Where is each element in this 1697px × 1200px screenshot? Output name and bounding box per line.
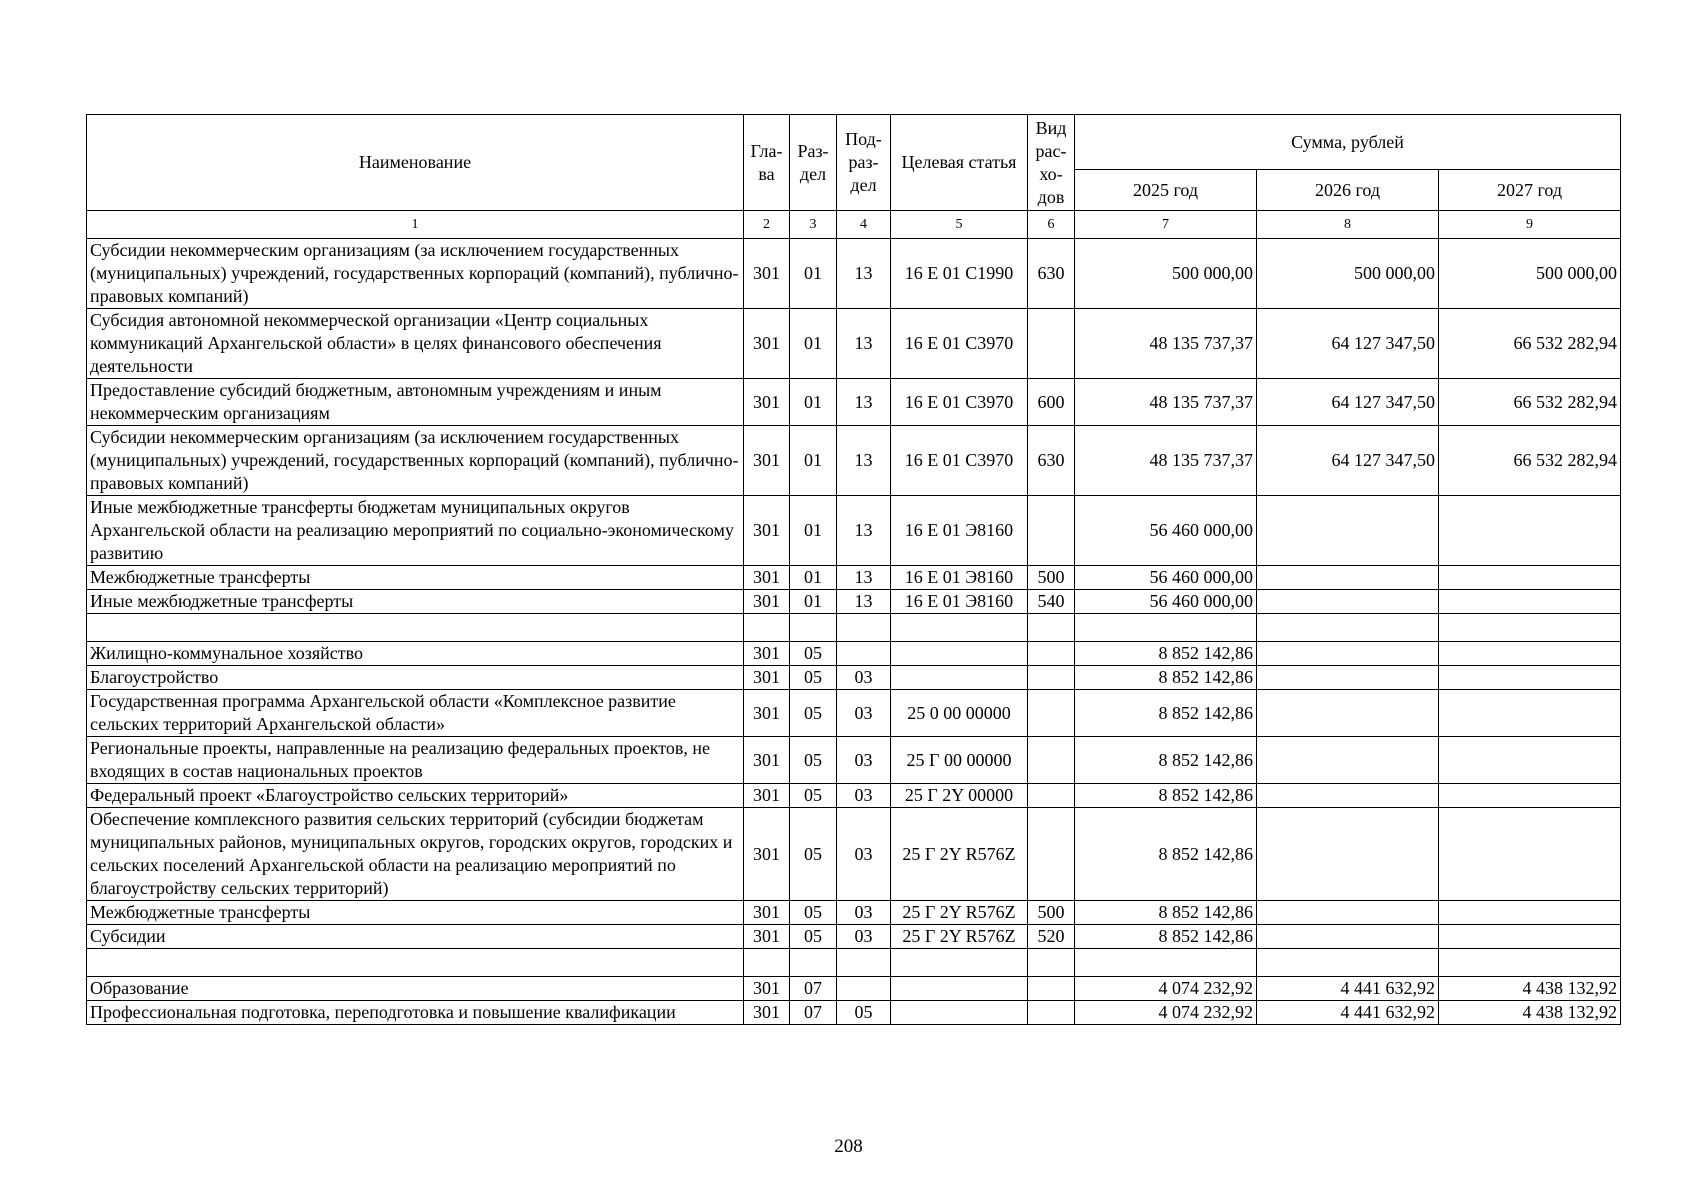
cell-sum-2025: 56 460 000,00 <box>1075 496 1257 566</box>
column-number: 7 <box>1075 211 1257 239</box>
cell-name: Образование <box>87 977 744 1001</box>
cell-name: Иные межбюджетные трансферты <box>87 590 744 614</box>
table-row <box>87 379 1621 426</box>
cell-razdel: 07 <box>790 977 837 1001</box>
cell-sum-2025: 8 852 142,86 <box>1075 808 1257 901</box>
cell-razdel: 01 <box>790 239 837 309</box>
cell-name: Межбюджетные трансферты <box>87 566 744 590</box>
cell-sum-2025: 8 852 142,86 <box>1075 737 1257 784</box>
cell-sum-2026 <box>1257 901 1439 925</box>
cell-sum-2027 <box>1439 590 1621 614</box>
cell-razdel <box>790 614 837 642</box>
cell-razdel: 01 <box>790 426 837 496</box>
cell-name <box>87 949 744 977</box>
cell-razdel: 05 <box>790 808 837 901</box>
cell-glava: 301 <box>744 901 790 925</box>
header-razdel: Раз-дел <box>790 115 837 211</box>
cell-podrazdel: 13 <box>837 566 891 590</box>
cell-celevaya-statya: 16 Е 01 С3970 <box>891 379 1028 426</box>
cell-sum-2027 <box>1439 737 1621 784</box>
table-header <box>87 115 1621 239</box>
cell-razdel: 01 <box>790 309 837 379</box>
cell-podrazdel: 03 <box>837 690 891 737</box>
cell-vid-rashodov <box>1028 1001 1075 1025</box>
cell-sum-2026 <box>1257 737 1439 784</box>
cell-celevaya-statya <box>891 1001 1028 1025</box>
cell-celevaya-statya <box>891 949 1028 977</box>
cell-name: Субсидии <box>87 925 744 949</box>
cell-podrazdel <box>837 614 891 642</box>
cell-sum-2026 <box>1257 614 1439 642</box>
cell-glava: 301 <box>744 1001 790 1025</box>
cell-razdel: 05 <box>790 690 837 737</box>
cell-name: Обеспечение комплексного развития сельских территорий (субсидии бюджетам муниципальных районов, муниципальных округов, городских округов, городских и сельских поселений Архангельской области на реализацию мероприятий по благоустройству сельских территорий) <box>87 808 744 901</box>
cell-podrazdel: 13 <box>837 239 891 309</box>
cell-vid-rashodov <box>1028 309 1075 379</box>
column-number: 5 <box>891 211 1028 239</box>
cell-sum-2025: 8 852 142,86 <box>1075 925 1257 949</box>
header-glava: Гла-ва <box>744 115 790 211</box>
cell-sum-2027: 4 438 132,92 <box>1439 977 1621 1001</box>
column-numbers-row <box>87 211 1621 239</box>
cell-name: Иные межбюджетные трансферты бюджетам муниципальных округов Архангельской области на реализацию мероприятий по социально-экономическому развитию <box>87 496 744 566</box>
cell-vid-rashodov <box>1028 666 1075 690</box>
cell-celevaya-statya: 16 Е 01 Э8160 <box>891 496 1028 566</box>
table-row <box>87 666 1621 690</box>
column-number: 1 <box>87 211 744 239</box>
cell-vid-rashodov: 500 <box>1028 901 1075 925</box>
cell-glava: 301 <box>744 977 790 1001</box>
cell-podrazdel: 13 <box>837 590 891 614</box>
cell-podrazdel: 03 <box>837 901 891 925</box>
header-year-2026: 2026 год <box>1257 170 1439 211</box>
cell-sum-2027 <box>1439 566 1621 590</box>
cell-podrazdel: 13 <box>837 309 891 379</box>
cell-sum-2027: 4 438 132,92 <box>1439 1001 1621 1025</box>
cell-sum-2027: 66 532 282,94 <box>1439 426 1621 496</box>
cell-celevaya-statya <box>891 977 1028 1001</box>
cell-celevaya-statya: 25 Г 2Y R576Z <box>891 808 1028 901</box>
cell-name: Профессиональная подготовка, переподготовка и повышение квалификации <box>87 1001 744 1025</box>
cell-sum-2026 <box>1257 666 1439 690</box>
column-number: 4 <box>837 211 891 239</box>
cell-celevaya-statya: 16 Е 01 С1990 <box>891 239 1028 309</box>
cell-glava: 301 <box>744 642 790 666</box>
cell-celevaya-statya <box>891 642 1028 666</box>
cell-sum-2026: 64 127 347,50 <box>1257 426 1439 496</box>
cell-sum-2025: 4 074 232,92 <box>1075 1001 1257 1025</box>
cell-sum-2027 <box>1439 949 1621 977</box>
table-row <box>87 1001 1621 1025</box>
cell-celevaya-statya: 16 Е 01 С3970 <box>891 426 1028 496</box>
column-number: 3 <box>790 211 837 239</box>
cell-name: Федеральный проект «Благоустройство сельских территорий» <box>87 784 744 808</box>
cell-sum-2026: 500 000,00 <box>1257 239 1439 309</box>
cell-name: Предоставление субсидий бюджетным, автономным учреждениям и иным некоммерческим организациям <box>87 379 744 426</box>
cell-sum-2027 <box>1439 925 1621 949</box>
cell-name: Благоустройство <box>87 666 744 690</box>
budget-table <box>86 114 1621 1025</box>
cell-razdel: 05 <box>790 666 837 690</box>
header-podrazdel: Под-раз-дел <box>837 115 891 211</box>
cell-podrazdel <box>837 642 891 666</box>
cell-podrazdel: 03 <box>837 808 891 901</box>
cell-name: Субсидии некоммерческим организациям (за исключением государственных (муниципальных) учреждений, государственных корпораций (компаний), публично-правовых компаний) <box>87 426 744 496</box>
cell-podrazdel: 05 <box>837 1001 891 1025</box>
cell-sum-2027 <box>1439 614 1621 642</box>
cell-razdel: 07 <box>790 1001 837 1025</box>
cell-glava: 301 <box>744 737 790 784</box>
cell-sum-2027: 66 532 282,94 <box>1439 379 1621 426</box>
page-number: 208 <box>834 1136 863 1157</box>
cell-vid-rashodov: 600 <box>1028 379 1075 426</box>
table-row <box>87 808 1621 901</box>
cell-sum-2025: 8 852 142,86 <box>1075 666 1257 690</box>
cell-glava <box>744 614 790 642</box>
table-row <box>87 614 1621 642</box>
cell-vid-rashodov <box>1028 949 1075 977</box>
cell-razdel: 01 <box>790 590 837 614</box>
cell-sum-2026: 64 127 347,50 <box>1257 379 1439 426</box>
cell-podrazdel <box>837 949 891 977</box>
header-summa: Сумма, рублей <box>1075 115 1621 170</box>
cell-glava: 301 <box>744 496 790 566</box>
column-number: 9 <box>1439 211 1621 239</box>
cell-vid-rashodov <box>1028 784 1075 808</box>
cell-name: Региональные проекты, направленные на реализацию федеральных проектов, не входящих в состав национальных проектов <box>87 737 744 784</box>
cell-sum-2026 <box>1257 496 1439 566</box>
cell-sum-2026: 4 441 632,92 <box>1257 1001 1439 1025</box>
cell-podrazdel: 03 <box>837 666 891 690</box>
table-row <box>87 426 1621 496</box>
cell-sum-2025: 8 852 142,86 <box>1075 784 1257 808</box>
cell-razdel: 01 <box>790 566 837 590</box>
header-vid-rashodov: Вид рас-хо-дов <box>1028 115 1075 211</box>
cell-podrazdel: 03 <box>837 737 891 784</box>
cell-podrazdel: 13 <box>837 379 891 426</box>
table-body <box>87 239 1621 1025</box>
cell-podrazdel: 03 <box>837 925 891 949</box>
cell-sum-2025: 48 135 737,37 <box>1075 309 1257 379</box>
cell-razdel: 05 <box>790 901 837 925</box>
table-row <box>87 977 1621 1001</box>
cell-glava: 301 <box>744 690 790 737</box>
cell-name: Субсидия автономной некоммерческой организации «Центр социальных коммуникаций Архангельской области» в целях финансового обеспечения деятельности <box>87 309 744 379</box>
cell-razdel: 05 <box>790 925 837 949</box>
cell-sum-2025: 48 135 737,37 <box>1075 426 1257 496</box>
cell-celevaya-statya: 16 Е 01 Э8160 <box>891 590 1028 614</box>
cell-sum-2027 <box>1439 901 1621 925</box>
cell-sum-2025 <box>1075 949 1257 977</box>
cell-razdel: 05 <box>790 737 837 784</box>
cell-vid-rashodov: 630 <box>1028 426 1075 496</box>
cell-sum-2026 <box>1257 949 1439 977</box>
table-row <box>87 737 1621 784</box>
cell-sum-2025 <box>1075 614 1257 642</box>
column-number: 6 <box>1028 211 1075 239</box>
cell-glava: 301 <box>744 784 790 808</box>
cell-sum-2025: 56 460 000,00 <box>1075 566 1257 590</box>
cell-sum-2027 <box>1439 784 1621 808</box>
cell-glava: 301 <box>744 566 790 590</box>
cell-vid-rashodov <box>1028 808 1075 901</box>
cell-sum-2026 <box>1257 590 1439 614</box>
cell-sum-2027: 500 000,00 <box>1439 239 1621 309</box>
table-row <box>87 690 1621 737</box>
table-row <box>87 901 1621 925</box>
table-row <box>87 590 1621 614</box>
cell-name: Межбюджетные трансферты <box>87 901 744 925</box>
header-year-2025: 2025 год <box>1075 170 1257 211</box>
table-row <box>87 496 1621 566</box>
cell-vid-rashodov <box>1028 614 1075 642</box>
cell-celevaya-statya: 25 Г 2Y R576Z <box>891 901 1028 925</box>
cell-name: Государственная программа Архангельской области «Комплексное развитие сельских территорий Архангельской области» <box>87 690 744 737</box>
cell-vid-rashodov <box>1028 977 1075 1001</box>
cell-podrazdel: 03 <box>837 784 891 808</box>
cell-vid-rashodov: 630 <box>1028 239 1075 309</box>
cell-sum-2027: 66 532 282,94 <box>1439 309 1621 379</box>
header-name: Наименование <box>87 115 744 211</box>
table-row <box>87 949 1621 977</box>
table-row <box>87 239 1621 309</box>
cell-podrazdel: 13 <box>837 496 891 566</box>
cell-vid-rashodov <box>1028 737 1075 784</box>
header-celevaya-statya: Целевая статья <box>891 115 1028 211</box>
cell-sum-2027 <box>1439 496 1621 566</box>
cell-sum-2027 <box>1439 808 1621 901</box>
cell-vid-rashodov <box>1028 496 1075 566</box>
cell-sum-2025: 56 460 000,00 <box>1075 590 1257 614</box>
cell-sum-2026 <box>1257 784 1439 808</box>
cell-glava: 301 <box>744 426 790 496</box>
cell-glava: 301 <box>744 239 790 309</box>
cell-sum-2025: 48 135 737,37 <box>1075 379 1257 426</box>
cell-glava: 301 <box>744 666 790 690</box>
cell-sum-2026 <box>1257 690 1439 737</box>
cell-razdel <box>790 949 837 977</box>
cell-sum-2026: 4 441 632,92 <box>1257 977 1439 1001</box>
cell-glava: 301 <box>744 309 790 379</box>
cell-razdel: 01 <box>790 496 837 566</box>
cell-glava <box>744 949 790 977</box>
cell-sum-2027 <box>1439 642 1621 666</box>
table-row <box>87 925 1621 949</box>
cell-name: Жилищно-коммунальное хозяйство <box>87 642 744 666</box>
cell-celevaya-statya: 16 Е 01 С3970 <box>891 309 1028 379</box>
cell-celevaya-statya <box>891 614 1028 642</box>
cell-sum-2025: 4 074 232,92 <box>1075 977 1257 1001</box>
column-number: 8 <box>1257 211 1439 239</box>
table-row <box>87 784 1621 808</box>
cell-sum-2025: 8 852 142,86 <box>1075 690 1257 737</box>
cell-sum-2027 <box>1439 666 1621 690</box>
cell-podrazdel: 13 <box>837 426 891 496</box>
cell-sum-2027 <box>1439 690 1621 737</box>
table-row <box>87 566 1621 590</box>
cell-celevaya-statya <box>891 666 1028 690</box>
cell-sum-2026 <box>1257 566 1439 590</box>
cell-name: Субсидии некоммерческим организациям (за исключением государственных (муниципальных) учреждений, государственных корпораций (компаний), публично-правовых компаний) <box>87 239 744 309</box>
cell-glava: 301 <box>744 925 790 949</box>
cell-glava: 301 <box>744 590 790 614</box>
cell-sum-2026 <box>1257 808 1439 901</box>
cell-sum-2026 <box>1257 642 1439 666</box>
cell-razdel: 01 <box>790 379 837 426</box>
cell-sum-2026: 64 127 347,50 <box>1257 309 1439 379</box>
cell-razdel: 05 <box>790 642 837 666</box>
cell-vid-rashodov: 540 <box>1028 590 1075 614</box>
cell-celevaya-statya: 25 0 00 00000 <box>891 690 1028 737</box>
cell-name <box>87 614 744 642</box>
cell-razdel: 05 <box>790 784 837 808</box>
cell-celevaya-statya: 25 Г 2Y R576Z <box>891 925 1028 949</box>
column-number: 2 <box>744 211 790 239</box>
header-year-2027: 2027 год <box>1439 170 1621 211</box>
cell-glava: 301 <box>744 808 790 901</box>
cell-celevaya-statya: 25 Г 00 00000 <box>891 737 1028 784</box>
cell-vid-rashodov <box>1028 690 1075 737</box>
cell-podrazdel <box>837 977 891 1001</box>
table-row <box>87 309 1621 379</box>
cell-glava: 301 <box>744 379 790 426</box>
table-row <box>87 642 1621 666</box>
cell-sum-2025: 8 852 142,86 <box>1075 901 1257 925</box>
cell-sum-2026 <box>1257 925 1439 949</box>
cell-celevaya-statya: 16 Е 01 Э8160 <box>891 566 1028 590</box>
cell-celevaya-statya: 25 Г 2Y 00000 <box>891 784 1028 808</box>
cell-sum-2025: 8 852 142,86 <box>1075 642 1257 666</box>
cell-sum-2025: 500 000,00 <box>1075 239 1257 309</box>
cell-vid-rashodov <box>1028 642 1075 666</box>
cell-vid-rashodov: 520 <box>1028 925 1075 949</box>
cell-vid-rashodov: 500 <box>1028 566 1075 590</box>
